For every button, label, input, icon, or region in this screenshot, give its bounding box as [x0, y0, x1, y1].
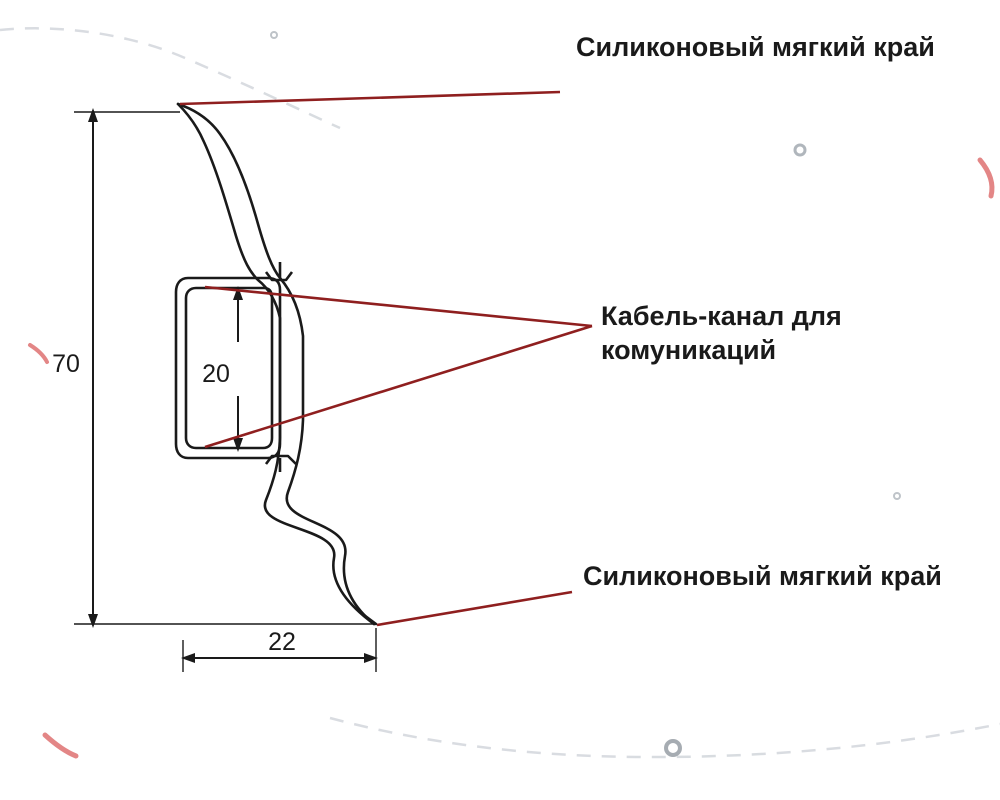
callout-top-silicone-edge: Силиконовый мягкий край	[576, 32, 935, 62]
background-artifacts	[0, 28, 1000, 757]
dimension-height-value: 70	[52, 350, 80, 378]
dimension-channel-value: 20	[202, 360, 230, 388]
dimension-width-value: 22	[268, 628, 296, 656]
callout-bottom-silicone-edge: Силиконовый мягкий край	[583, 561, 942, 591]
leader-cable-channel-upper	[205, 287, 592, 326]
dimension-channel-20	[233, 286, 243, 452]
leader-top-edge	[180, 92, 560, 104]
leader-cable-channel-lower	[205, 326, 592, 447]
leader-bottom-edge	[377, 592, 572, 625]
callout-cable-channel: Кабель-канал для комуникаций	[601, 301, 842, 365]
